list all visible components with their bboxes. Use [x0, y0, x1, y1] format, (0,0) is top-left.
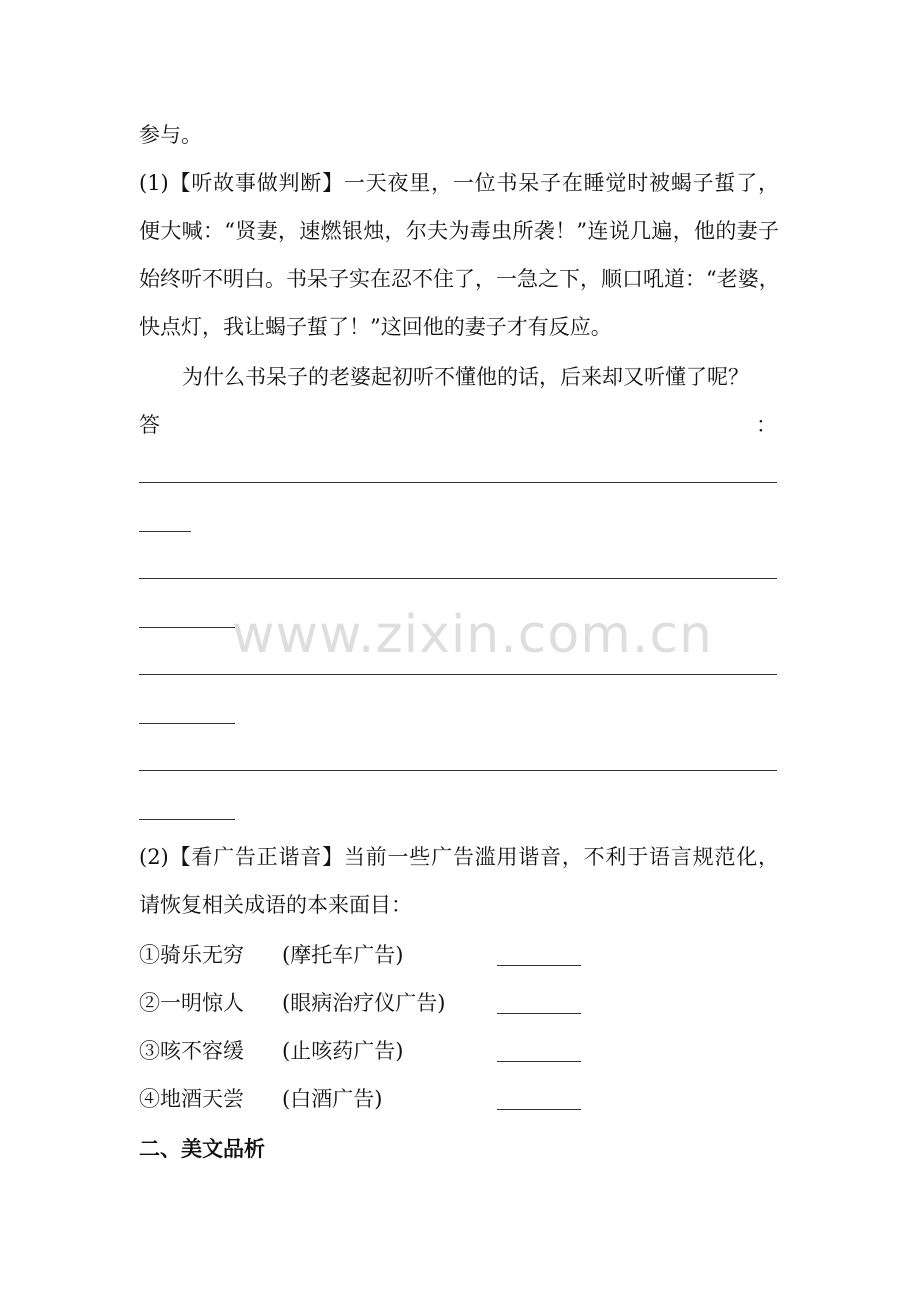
idiom-item-name: ②一明惊人: [139, 991, 244, 1015]
answer-colon: ：: [756, 413, 777, 437]
watermark-text: www.zixin.com.cn: [232, 605, 713, 665]
q1-line-3-text: 始终听不明白。书呆子实在忍不住了，一急之下，顺口吼道：“老婆，: [139, 267, 780, 291]
section-heading: 二、美文品析: [139, 1136, 265, 1161]
answer-line-1[interactable]: [139, 482, 777, 483]
q1-line-2: [139, 216, 779, 246]
intro-text: 参与。: [139, 123, 202, 147]
idiom-item-name: ④地酒天尝: [139, 1087, 244, 1111]
idiom-item-name: ③咳不容缓: [139, 1039, 244, 1063]
idiom-answer-blank-2[interactable]: [497, 1013, 581, 1014]
idiom-item-note: (白酒广告): [282, 1087, 383, 1111]
idiom-item-note: (止咳药广告): [282, 1039, 404, 1063]
idiom-item-note: (眼病治疗仪广告): [282, 991, 446, 1015]
answer-line-3-tail[interactable]: [139, 723, 235, 724]
idiom-item-name: ①骑乐无穷: [139, 943, 244, 967]
answer-line-2-tail[interactable]: [139, 627, 235, 628]
q1-line-1-text: (1)【听故事做判断】一天夜里，一位书呆子在睡觉时被蝎子蜇了，: [139, 171, 779, 195]
q1-line-4: 快点灯，我让蝎子蜇了！”这回他的妻子才有反应。: [139, 315, 612, 339]
answer-line-4[interactable]: [139, 770, 777, 771]
idiom-answer-blank-3[interactable]: [497, 1061, 581, 1062]
answer-line-4-tail[interactable]: [139, 819, 235, 820]
answer-line-1-tail[interactable]: [139, 531, 191, 532]
idiom-item-note: (摩托车广告): [282, 943, 404, 967]
answer-line-2[interactable]: [139, 578, 777, 579]
idiom-answer-blank-1[interactable]: [497, 965, 581, 966]
q2-line-1: [139, 842, 779, 872]
answer-row: [139, 410, 779, 440]
answer-label: 答: [139, 413, 160, 437]
answer-line-3[interactable]: [139, 674, 777, 675]
q2-line-2: 请恢复相关成语的本来面目：: [139, 893, 412, 917]
q1-question: 为什么书呆子的老婆起初听不懂他的话，后来却又听懂了呢？: [182, 365, 749, 389]
idiom-answer-blank-4[interactable]: [497, 1109, 581, 1110]
q1-line-1: [139, 168, 779, 198]
q2-line-1-text: (2)【看广告正谐音】当前一些广告滥用谐音，不利于语言规范化，: [139, 845, 779, 869]
q1-line-2-text: 便大喊：“贤妻，速燃银烛，尔夫为毒虫所袭！”连说几遍，他的妻子: [139, 219, 779, 243]
q1-line-3: [139, 264, 779, 294]
